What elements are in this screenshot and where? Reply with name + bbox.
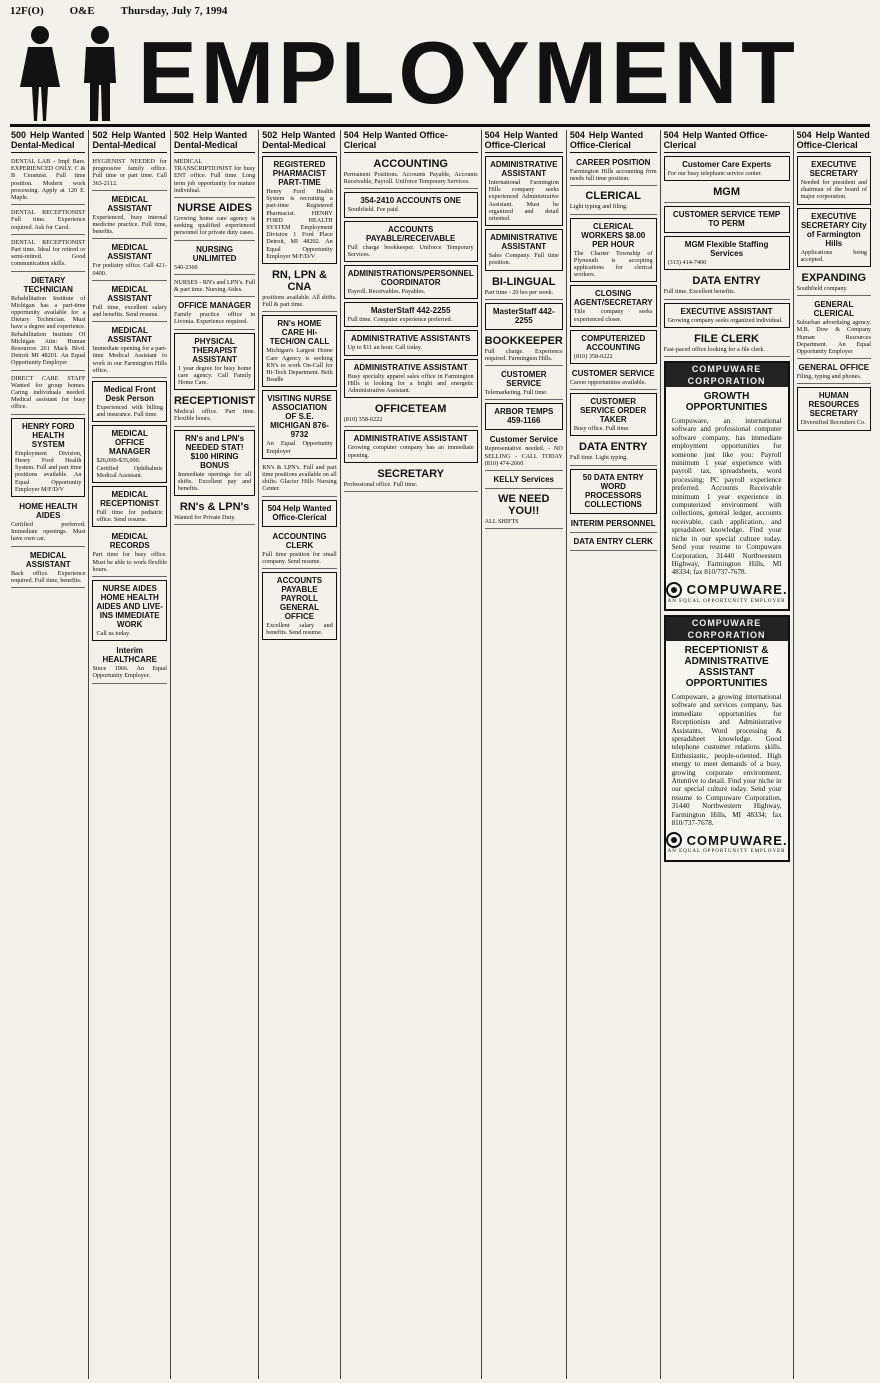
- ad-body: Full time, excellent salary and benefits. Send resume.: [92, 303, 167, 319]
- ad-body: The Charter Township of Plymouth is accepting applications for clerical workers.: [573, 249, 653, 279]
- ad-headline: ARBOR TEMPS 459-1166: [494, 407, 554, 426]
- ad-headline: ADMINISTRATIVE ASSISTANT: [490, 233, 558, 252]
- ad-body: Busy specialty apparel sales office in Farmington Hills is looking for a bright and energetic Administrative Assistant.: [347, 372, 474, 395]
- classified-ad: [344, 302, 478, 327]
- ad-body: Employment Division, Henry Ford Health System. Full and part time positions available. An Equal Opportunity Employer M/F/D/V: [15, 449, 82, 493]
- classified-ad: [174, 156, 255, 198]
- compuware-ad-bar: COMPUWARE CORPORATION: [666, 363, 788, 387]
- compuware-ad-body: Compuware, an international software and professional computer software company, has immediate employment opportunities for someone just like you: Payroll minimum 1 year experience with payroll tax, spreadsheets, word processing; PC payroll experience preferred. Accounts Receivable minimum 1 year experience in computerized environment with collections, general ledger, accounts receivable, cash application, and spreadsheet knowledge. Find your niche in our special culture today. Send your resume to Compuware Corporation, 31440 Northwestern Highway, Farmington Hills, MI 48334; fax 810/737-7678.: [671, 417, 782, 577]
- classified-column: [171, 130, 259, 1379]
- ad-body: For our busy telephone service center.: [667, 170, 762, 177]
- ad-body: Filing, typing and phones.: [796, 373, 862, 381]
- ad-headline: DATA ENTRY: [579, 441, 648, 454]
- banner-rule: [10, 124, 870, 127]
- classified-ad: [485, 473, 563, 489]
- ad-headline: RN's & LPN's: [179, 501, 250, 514]
- ad-headline: RN, LPN & CNA: [271, 269, 327, 294]
- ad-body: (313) 414-7400: [667, 259, 707, 267]
- classified-ad: [262, 156, 336, 264]
- classified-ad: [11, 500, 85, 547]
- ad-headline: CLERICAL WORKERS $8.00 PER HOUR: [581, 221, 646, 249]
- classified-ad: [797, 156, 871, 205]
- classified-ad: [92, 425, 166, 483]
- classified-ad: [344, 401, 478, 427]
- column-heading: [92, 130, 166, 153]
- ad-body: Immediate opening for a part-time Medical Assistant to work in our Farmington Hills office.: [92, 345, 167, 374]
- classified-ad: [485, 403, 563, 430]
- classified-ad: [11, 274, 85, 371]
- classified-ad: [262, 530, 336, 569]
- ad-body: Excellent salary and benefits. Send resume.: [266, 622, 333, 637]
- ad-body: DENTAL LAB - Impl Bars. EXPERIENCED ONLY. C & B Ceramist. Full time position. Modern work processing. Apply at 120 E. Maple.: [11, 158, 86, 202]
- ad-body: 1 year degree for busy home care agency. Call Family Home Care.: [177, 364, 252, 387]
- ad-headline: ACCOUNTS PAYABLE/RECEIVABLE: [365, 224, 456, 243]
- compuware-tagline: AN EQUAL OPPORTUNITY EMPLOYER: [667, 598, 786, 604]
- ad-body: (810) 358-0222: [343, 416, 383, 424]
- classified-column: [794, 130, 874, 1379]
- classified-ad: [344, 359, 478, 399]
- ad-headline: MEDICAL OFFICE MANAGER: [109, 429, 151, 457]
- column-heading: [797, 130, 871, 153]
- classified-ad: [344, 466, 478, 492]
- page-number: 12F(O): [10, 5, 44, 17]
- classified-ad: [92, 381, 166, 422]
- classified-ad: [344, 192, 478, 217]
- ad-headline: HUMAN RESOURCES SECRETARY: [808, 391, 860, 419]
- classified-ad: [92, 324, 166, 378]
- compuware-logo-text: COMPUWARE.: [686, 832, 788, 848]
- classified-ad: [797, 387, 871, 430]
- compuware-ad: [664, 615, 790, 862]
- classified-ad: [797, 298, 871, 359]
- column-heading: [344, 130, 478, 153]
- compuware-logo: [666, 582, 788, 598]
- classified-ad: [570, 535, 657, 551]
- ad-body: Immediate openings for all shifts. Excellent pay and benefits.: [177, 470, 252, 493]
- ad-body: NURSES - RN's and LPN's. Full & part time. Nursing Aides.: [173, 278, 256, 294]
- classified-column: [8, 130, 89, 1379]
- classified-ad: [570, 517, 657, 533]
- ad-body: Southfield company.: [796, 285, 848, 293]
- classified-ad: [570, 469, 657, 514]
- column-heading: [11, 130, 85, 153]
- ad-headline: RECEPTIONIST: [173, 395, 256, 408]
- classified-ad: [262, 267, 336, 312]
- ad-body: ALL SHIFTS: [484, 518, 519, 526]
- classified-ad: [485, 229, 563, 270]
- ad-body: MEDICAL TRANSCRIPTIONIST for busy ENT office. Full time. Long term job opportunity for mature individual.: [173, 158, 256, 194]
- column-number: 504: [343, 130, 359, 140]
- ad-headline: MEDICAL RECORDS: [109, 532, 150, 551]
- classified-ad: [11, 156, 85, 205]
- ad-body: An Equal Opportunity Employer: [266, 440, 333, 455]
- ad-headline: MGM Flexible Staffing Services: [684, 240, 769, 259]
- classified-ad: [174, 333, 255, 391]
- man-figure-icon: [70, 23, 130, 123]
- ad-body: Rehabilitation Institute of Michigan has a part-time opportunity available for a Dietary Technician. Must have a degree and experience. Rehabilitation Institute Of Michigan Attn: Human Resources 261 Mack Blvd. Detroit MI 48201. An Equal Opportunity Employer: [11, 294, 86, 367]
- column-heading: [262, 130, 336, 153]
- ad-headline: CUSTOMER SERVICE: [571, 369, 655, 379]
- ad-body: DIRECT CARE STAFF Wanted for group homes. Caring individuals needed. Medical assistant for busy office.: [11, 374, 86, 411]
- compuware-tagline: AN EQUAL OPPORTUNITY EMPLOYER: [667, 849, 786, 855]
- classified-ad: [174, 430, 255, 497]
- ad-body: RN's & LPN's. Full and part time positions available on all shifts. Glacier Hills Nursing Center.: [262, 463, 337, 493]
- ad-headline: MEDICAL ASSISTANT: [107, 194, 153, 213]
- ad-headline: GENERAL OFFICE: [798, 363, 870, 373]
- classified-column: [89, 130, 170, 1379]
- ad-body: Fast-paced office looking for a file clerk.: [663, 345, 765, 353]
- classified-ad: [485, 274, 563, 300]
- column-heading: [570, 130, 657, 153]
- ad-body: Telemarketing. Full time.: [484, 389, 548, 397]
- ad-body: Call us today.: [96, 630, 131, 638]
- ad-headline: GENERAL CLERICAL: [813, 300, 855, 319]
- ad-headline: HENRY FORD HEALTH SYSTEM: [22, 421, 75, 449]
- ad-headline: MEDICAL ASSISTANT: [107, 326, 153, 345]
- ad-headline: ADMINISTRATIVE ASSISTANT: [353, 362, 468, 372]
- classified-column: [259, 130, 340, 1379]
- ad-body: Growing company seeks organized individual.: [667, 316, 783, 324]
- classified-ad: [11, 373, 85, 415]
- ad-headline: COMPUTERIZED ACCOUNTING: [581, 333, 646, 352]
- ad-body: Southfield. Fee paid.: [347, 206, 400, 214]
- classified-ad: [344, 330, 478, 355]
- ad-body: Michigan's Largest Home Care Agency is seeking RN's to work On-Call for Hi-Tech Department. Beth Beadle: [266, 347, 333, 384]
- classified-ad: [262, 572, 336, 640]
- ad-body: Title company seeks experienced closer.: [573, 308, 653, 323]
- column-number: 502: [173, 130, 189, 140]
- column-title: Help Wanted Dental-Medical: [262, 130, 336, 150]
- classified-ad: [92, 283, 166, 322]
- compuware-ad: [664, 361, 790, 611]
- ad-body: Permanent Positions. Accounts Payable, Accounts Receivable, Payroll. Uniforce Temporary Services.: [343, 171, 478, 186]
- classified-ad: [92, 644, 166, 683]
- classified-ad: [664, 273, 790, 299]
- ad-headline: NURSE AIDES HOME HEALTH AIDES AND LIVE-INS IMMEDIATE WORK: [96, 584, 163, 630]
- ad-headline: ACCOUNTS PAYABLE PAYROLL GENERAL OFFICE: [276, 576, 323, 622]
- classified-ad: [262, 390, 336, 458]
- ad-headline: 50 DATA ENTRY WORD PROCESSORS COLLECTIONS: [582, 472, 644, 509]
- ad-headline: RN's and LPN's NEEDED STAT! $100 HIRING BONUS: [185, 433, 245, 470]
- classified-ad: [174, 393, 255, 426]
- classified-ad: [11, 418, 85, 497]
- column-heading: [664, 130, 790, 153]
- ad-headline: MEDICAL ASSISTANT: [25, 550, 71, 569]
- ad-body: Certified preferred. Immediate openings. Must have own car.: [11, 520, 86, 543]
- ad-body: Farmington Hills accounting firm needs full time position.: [569, 168, 657, 183]
- classified-ad: [797, 361, 871, 384]
- ad-headline: OFFICE MANAGER: [178, 301, 252, 311]
- classified-ad: [570, 285, 657, 326]
- ad-headline: Customer Service: [489, 435, 558, 445]
- classified-ad: [664, 331, 790, 357]
- classified-column: [661, 130, 794, 1379]
- ad-body: Full time for pediatric office. Send resume.: [96, 509, 163, 524]
- column-title: Help Wanted Office-Clerical: [343, 130, 448, 150]
- column-title: Help Wanted Dental-Medical: [11, 130, 85, 150]
- woman-figure-icon: [10, 23, 70, 123]
- ad-headline: ADMINISTRATIONS/PERSONNEL COORDINATOR: [347, 269, 474, 288]
- ad-headline: CUSTOMER SERVICE ORDER TAKER: [580, 397, 647, 425]
- classified-ad: [664, 184, 790, 203]
- ad-body: Busy office. Full time.: [573, 425, 630, 433]
- paper-name: O&E: [69, 5, 95, 17]
- compuware-ad-body: Compuware, a growing international software and services company, has immediate opportunities for Receptionists and Administrative Assistants. Word processing & spreadsheet knowledge. Good telephone customer relations skills. Enthusiastic, people-oriented. High energy to meet demands of a busy, growing corporate environment. Attentive to detail. Find your niche in our special culture today. Send your resume to Compuware Corporation, 31440 Northwestern Highway, Farmington Hills, MI 48334; fax 810/737-7678.: [671, 692, 782, 828]
- classified-ad: [344, 221, 478, 262]
- ad-headline: WE NEED YOU!!: [498, 493, 550, 518]
- classified-ad: [485, 303, 563, 330]
- ad-headline: NURSE AIDES: [177, 202, 252, 215]
- ad-headline: DATA ENTRY: [692, 275, 761, 288]
- column-heading: [485, 130, 563, 153]
- column-title: Help Wanted Office-Clerical: [663, 130, 768, 150]
- ad-headline: 354-2410 ACCOUNTS ONE: [360, 196, 461, 206]
- classified-ad: [92, 530, 166, 577]
- classified-ad: [797, 270, 871, 296]
- ad-headline: OFFICETEAM: [374, 403, 447, 416]
- ad-headline: RN's HOME CARE HI-TECH/ON CALL: [269, 319, 330, 347]
- classified-ad: [664, 206, 790, 233]
- ad-body: positions available. All shifts. Full & part time.: [262, 294, 337, 309]
- ad-body: Family practice office in Livonia. Experience required.: [173, 311, 256, 326]
- ad-headline: BOOKKEEPER: [484, 334, 563, 347]
- column-number: 500: [11, 130, 27, 140]
- classified-ad: [92, 193, 166, 240]
- ad-headline: SECRETARY: [377, 467, 444, 480]
- ad-body: 540-2360: [173, 263, 198, 271]
- ad-headline: MasterStaff 442-2255: [492, 306, 555, 325]
- ad-body: (810) 358-0222: [573, 352, 613, 360]
- ad-headline: DATA ENTRY CLERK: [573, 536, 653, 546]
- ad-headline: VISITING NURSE ASSOCIATION OF S.E. MICHIGAN 876-9732: [267, 394, 332, 440]
- ad-headline: FILE CLERK: [694, 332, 759, 345]
- ad-body: Suburban advertising agency. M.B. Dow & Company Human Resources Department. An Equal Opportunity Employer: [796, 319, 872, 356]
- ad-headline: CLERICAL: [585, 190, 642, 203]
- column-title: Help Wanted Office-Clerical: [484, 130, 558, 150]
- classified-column: [567, 130, 661, 1379]
- ad-headline: CAREER POSITION: [576, 158, 651, 167]
- ad-body: Medical office. Part time. Flexible hours.: [173, 408, 256, 423]
- ad-body: Wanted for Private Duty.: [173, 514, 236, 522]
- column-number: 504: [569, 130, 585, 140]
- ad-body: Experienced, busy internal medicine practice. Full time, benefits.: [92, 213, 167, 236]
- ad-headline: EXPANDING: [801, 272, 867, 285]
- ad-body: DENTAL RECEPTIONIST Part time. Ideal for retired or semi-retired. Good communication skills.: [11, 238, 86, 268]
- classified-ad: [174, 200, 255, 241]
- compuware-ad-headline: RECEPTIONIST & ADMINISTRATIVE ASSISTANT OPPORTUNITIES: [684, 644, 769, 689]
- classified-columns: [8, 130, 874, 1379]
- ad-body: For podiatry office. Call 421-0400.: [92, 262, 167, 277]
- ad-headline: MEDICAL ASSISTANT: [107, 243, 153, 262]
- classified-column: [341, 130, 482, 1379]
- ad-headline: CLOSING AGENT/SECRETARY: [573, 289, 653, 308]
- ad-headline: Medical Front Desk Person: [103, 385, 156, 404]
- classified-ad: [664, 236, 790, 270]
- issue-date: Thursday, July 7, 1994: [120, 5, 228, 17]
- ad-body: Diversified Recruiters Co.: [800, 419, 866, 427]
- ad-headline: EXECUTIVE SECRETARY City of Farmington Hills: [800, 211, 867, 248]
- compuware-ad-headline: GROWTH OPPORTUNITIES: [685, 391, 768, 414]
- classified-ad: [92, 241, 166, 280]
- classified-ad: [92, 156, 166, 191]
- classified-ad: [262, 462, 336, 497]
- classified-ad: [344, 430, 478, 462]
- ad-body: Professional office. Full time.: [343, 480, 418, 488]
- ad-body: Growing computer company has an immediate opening.: [347, 444, 474, 459]
- ad-headline: EXECUTIVE ASSISTANT: [680, 306, 773, 316]
- classified-ad: [174, 299, 255, 329]
- classified-ad: [344, 156, 478, 189]
- ad-body: Applications being accepted.: [800, 248, 868, 263]
- ad-body: Needed for president and chairman of the board of major corporation.: [800, 179, 868, 201]
- classified-ad: [485, 156, 563, 226]
- classified-ad: [344, 265, 478, 299]
- section-banner: [10, 22, 870, 124]
- classified-ad: [92, 486, 166, 527]
- classified-ad: [570, 439, 657, 465]
- ad-headline: ACCOUNTING CLERK: [272, 531, 327, 550]
- ad-headline: CUSTOMER SERVICE: [500, 370, 547, 389]
- compuware-ad-bar: COMPUWARE CORPORATION: [666, 617, 788, 641]
- classified-ad: [664, 303, 790, 328]
- column-number: 504: [796, 130, 812, 140]
- ad-body: Experienced with billing and insurance. Full time.: [96, 404, 163, 419]
- column-title: Help Wanted Dental-Medical: [173, 130, 248, 150]
- ad-body: Sales Company. Full time position.: [488, 252, 559, 267]
- ad-headline: MasterStaff 442-2255: [370, 306, 451, 316]
- classified-ad: [570, 367, 657, 390]
- classified-ad: [92, 580, 166, 641]
- ad-headline: BI-LINGUAL: [491, 275, 556, 288]
- ad-body: Full time. Excellent benefits.: [663, 288, 736, 296]
- ad-headline: MEDICAL ASSISTANT: [107, 284, 153, 303]
- ad-body: Full time. Light typing.: [569, 454, 628, 462]
- classified-ad: [485, 433, 563, 471]
- ad-body: International Farmington Hills company seeks experienced Administrative Assistant. Must be organized and detail oriented.: [488, 179, 559, 223]
- classified-ad: [570, 330, 657, 364]
- ad-headline: REGISTERED PHARMACIST PART-TIME: [272, 160, 327, 187]
- ad-headline: EXECUTIVE SECRETARY: [809, 160, 859, 178]
- ad-headline: NURSING UNLIMITED: [192, 244, 237, 263]
- ad-body: Career opportunities available.: [569, 379, 647, 387]
- column-heading: [174, 130, 255, 153]
- ad-headline: ACCOUNTING: [373, 158, 448, 170]
- ad-body: Henry Ford Health System is recruiting a part-time Registered Pharmacist. HENRY FORD HEALTH SYSTEM Employment Division 1 Ford Place Detroit, MI 48202. An Equal Opportunity Employer M/F/D/V: [266, 188, 333, 260]
- compuware-logo-text: COMPUWARE.: [686, 582, 788, 598]
- classified-ad: [570, 188, 657, 214]
- page-header: [10, 4, 870, 18]
- compuware-logo-icon: [666, 582, 682, 598]
- ad-body: Since 1966. An Equal Opportunity Employer.: [92, 665, 167, 680]
- classified-ad: [485, 333, 563, 366]
- classified-ad: [570, 393, 657, 436]
- classified-ad: [174, 499, 255, 525]
- ad-headline: MGM: [713, 186, 740, 199]
- classified-ad: [262, 500, 336, 527]
- banner-title: EMPLOYMENT: [138, 23, 799, 122]
- classified-ad: [485, 491, 563, 529]
- ad-body: DENTAL RECEPTIONIST Full time. Experience required. Ask for Carol.: [11, 209, 86, 231]
- ad-body: Growing home care agency is seeking qualified experienced personnel for private duty cases.: [173, 215, 256, 237]
- ad-headline: MEDICAL RECEPTIONIST: [100, 490, 160, 509]
- classified-ad: [262, 315, 336, 387]
- ad-headline: HOME HEALTH AIDES: [19, 501, 78, 520]
- ad-body: Part time for busy office. Must be able to work flexible hours.: [92, 551, 167, 573]
- ad-body: Representative needed. - NO SELLING - CALL TODAY (810) 474-2660: [484, 445, 563, 467]
- column-number: 502: [262, 130, 278, 140]
- ad-body: Full time position for small company. Send resume.: [262, 550, 337, 565]
- ad-headline: KELLY Services: [493, 475, 554, 485]
- ad-headline: ADMINISTRATIVE ASSISTANT: [353, 434, 468, 444]
- ad-body: Back office. Experience required. Full time, benefits.: [11, 569, 86, 584]
- ad-body: Up to $11 an hour. Call today.: [347, 344, 422, 352]
- classified-ad: [174, 277, 255, 297]
- ad-headline: ADMINISTRATIVE ASSISTANT: [490, 160, 558, 178]
- ad-headline: CUSTOMER SERVICE TEMP TO PERM: [672, 210, 781, 229]
- classified-ad: [570, 156, 657, 186]
- ad-headline: Interim HEALTHCARE: [102, 646, 157, 665]
- column-title: Help Wanted Office-Clerical: [796, 130, 870, 150]
- ad-body: HYGIENIST NEEDED for progressive family office. Full time or part time. Call 363-2112.: [92, 158, 167, 187]
- classified-column: [482, 130, 567, 1379]
- ad-headline: INTERIM PERSONNEL: [570, 518, 656, 528]
- classified-ad: [11, 237, 85, 272]
- classified-ad: [797, 208, 871, 267]
- ad-body: Payroll. Receivables. Payables.: [347, 288, 426, 296]
- column-number: 504: [663, 130, 679, 140]
- ad-headline: 504 Help Wanted Office-Clerical: [267, 503, 332, 522]
- ad-body: Full charge bookkeeper. Uniforce Temporary Services.: [347, 243, 474, 258]
- ad-body: Part time - 20 hrs per week.: [484, 288, 554, 296]
- column-number: 504: [484, 130, 500, 140]
- ad-body: Full charge. Experience required. Farmington Hills.: [484, 347, 563, 363]
- column-title: Help Wanted Dental-Medical: [92, 130, 166, 150]
- classified-ad: [11, 549, 85, 588]
- classified-ad: [664, 156, 790, 181]
- compuware-logo-icon: [666, 832, 682, 848]
- ad-headline: PHYSICAL THERAPIST ASSISTANT: [191, 336, 238, 364]
- ad-body: $26,000-$35,000. Certified Ophthalmic Medical Assistant.: [96, 457, 163, 479]
- column-number: 502: [92, 130, 108, 140]
- classified-ad: [485, 368, 563, 400]
- classified-ad: [11, 207, 85, 235]
- column-title: Help Wanted Office-Clerical: [569, 130, 644, 150]
- classified-ad: [174, 243, 255, 275]
- classified-ad: [570, 218, 657, 283]
- ad-headline: Customer Care Experts: [682, 160, 772, 169]
- ad-body: Light typing and filing.: [569, 203, 628, 211]
- compuware-logo: [666, 832, 788, 848]
- ad-body: Full time. Computer experience preferred.: [347, 316, 453, 324]
- ad-headline: DIETARY TECHNICIAN: [23, 275, 73, 294]
- ad-headline: ADMINISTRATIVE ASSISTANTS: [350, 334, 471, 344]
